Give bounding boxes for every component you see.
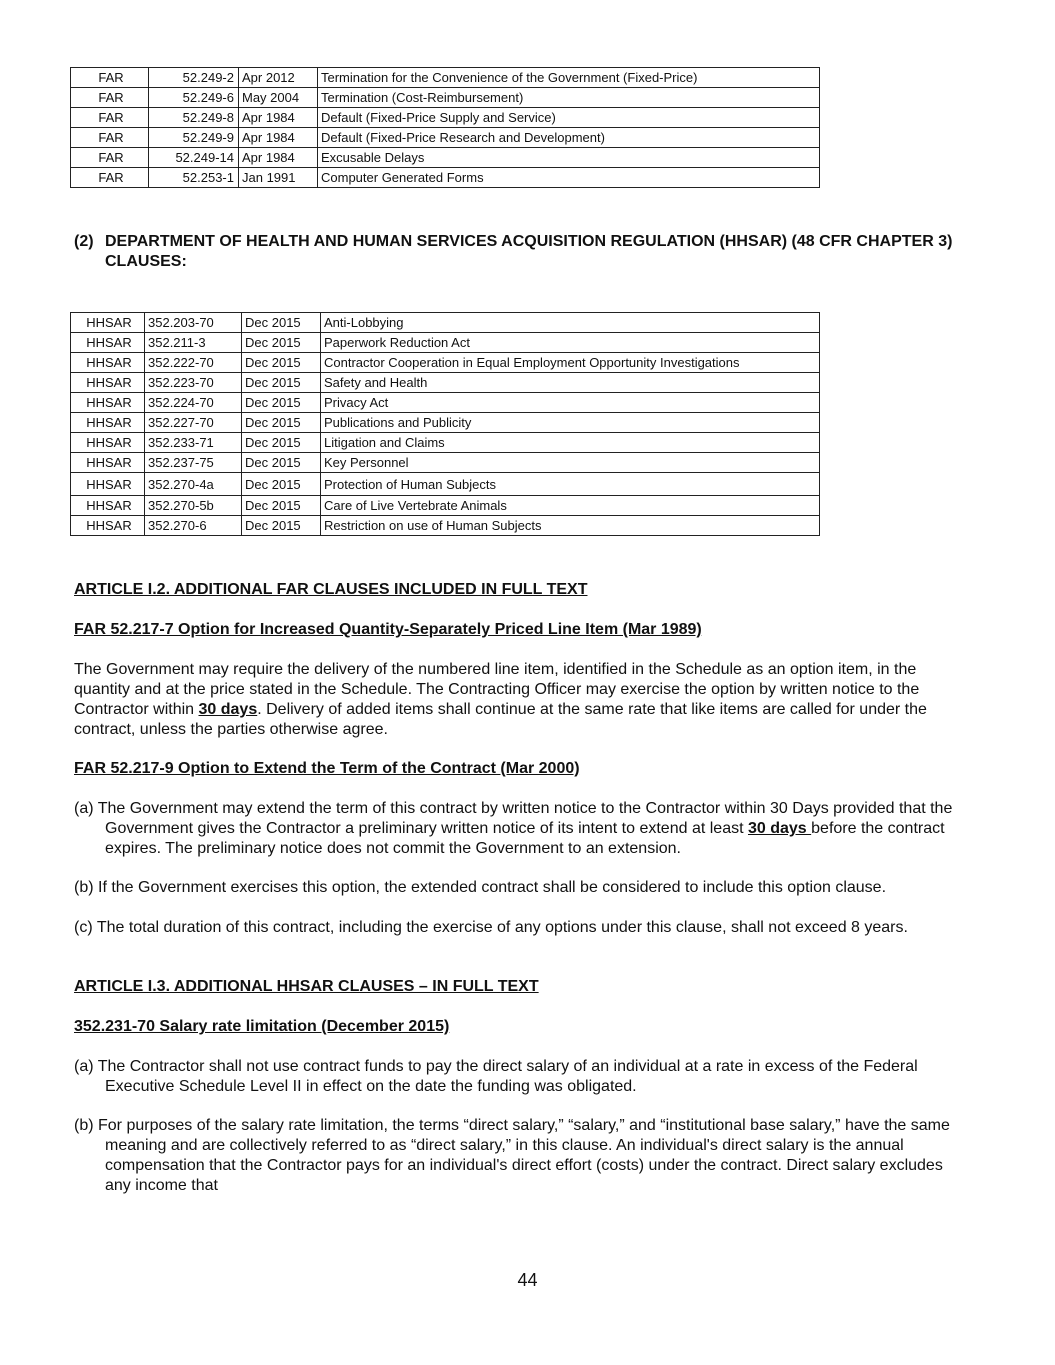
far-table-body [71,68,820,188]
regulation-cell: HHSAR [71,453,145,473]
hhsar-clauses-table [70,312,820,536]
date-cell: Dec 2015 [242,496,321,516]
date-cell: Dec 2015 [242,413,321,433]
clause-number-cell: 352.270-4a [145,473,242,496]
date-cell: Dec 2015 [242,453,321,473]
date-cell: Dec 2015 [242,313,321,333]
hhsar-352-231-70-heading: 352.231-70 Salary rate limitation (December 2015) [74,1018,450,1035]
table-row [71,496,820,516]
clause-title-cell: Contractor Cooperation in Equal Employment Opportunity Investigations [321,353,820,373]
regulation-cell: FAR [71,168,149,188]
clause-number-cell: 352.270-5b [145,496,242,516]
regulation-cell: HHSAR [71,353,145,373]
clause-emphasis: 30 days [198,701,258,718]
regulation-cell: HHSAR [71,496,145,516]
date-cell: Apr 1984 [239,128,318,148]
salary-limitation-item-a: (a) The Contractor shall not use contract funds to pay the direct salary of an individual at a rate in excess of the Federal Executive Schedule Level II in effect on the date the funding was obligated. [74,1058,918,1095]
item-a-emphasis: 30 days [747,820,812,837]
clause-title-cell: Privacy Act [321,393,820,413]
clause-title-cell: Restriction on use of Human Subjects [321,516,820,536]
regulation-cell: HHSAR [71,433,145,453]
clause-title-cell: Protection of Human Subjects [321,473,820,496]
far-52-217-7-heading: FAR 52.217-7 Option for Increased Quantity-Separately Priced Line Item (Mar 1989) [74,621,702,638]
date-cell: Dec 2015 [242,433,321,453]
table-row [71,313,820,333]
regulation-cell: FAR [71,128,149,148]
clause-number-cell: 52.249-9 [149,128,239,148]
clause-title-cell: Excusable Delays [318,148,820,168]
regulation-cell: FAR [71,108,149,128]
clause-number-cell: 352.211-3 [145,333,242,353]
clause-number-cell: 352.237-75 [145,453,242,473]
table-row [71,393,820,413]
table-row [71,148,820,168]
hhsar-table-body [71,313,820,536]
page-number: 44 [517,1270,538,1290]
date-cell: Apr 1984 [239,108,318,128]
clause-title-cell: Care of Live Vertebrate Animals [321,496,820,516]
clause-number-cell: 52.249-14 [149,148,239,168]
regulation-cell: HHSAR [71,516,145,536]
section-title: DEPARTMENT OF HEALTH AND HUMAN SERVICES ACQUISITION REGULATION (HHSAR) (48 CFR CHAPTER 3) CLAUSES: [105,233,953,270]
regulation-cell: HHSAR [71,393,145,413]
clause-number-cell: 352.227-70 [145,413,242,433]
clause-number-cell: 352.270-6 [145,516,242,536]
clause-title-cell: Termination for the Convenience of the Government (Fixed-Price) [318,68,820,88]
clause-title-cell: Default (Fixed-Price Research and Development) [318,128,820,148]
section-number: (2) [74,233,94,250]
far-52-217-7-text [74,660,969,740]
regulation-cell: HHSAR [71,413,145,433]
clause-number-cell: 352.203-70 [145,313,242,333]
far-52-217-9-item-c: (c) The total duration of this contract, including the exercise of any options under this clause, shall not exceed 8 years. [74,919,908,936]
date-cell: Dec 2015 [242,353,321,373]
table-row [71,373,820,393]
regulation-cell: FAR [71,68,149,88]
table-row [71,433,820,453]
regulation-cell: FAR [71,148,149,168]
article-i3-heading: ARTICLE I.3. ADDITIONAL HHSAR CLAUSES – IN FULL TEXT [74,978,539,995]
clause-number-cell: 52.249-6 [149,88,239,108]
clause-title-cell: Litigation and Claims [321,433,820,453]
date-cell: Dec 2015 [242,473,321,496]
salary-limitation-item-b: (b) For purposes of the salary rate limitation, the terms “direct salary,” “salary,” and “institutional base salary,” have the same meaning and are collectively referred to as “direct salary,” in this clause. An individual's direct salary is the annual compensation that the Contractor pays for an individual's direct effort (costs) under the contract. Direct salary excludes any income that [74,1117,950,1194]
clause-text-before: The Government may require the delivery of the numbered line item, identified in the Schedule as an option item, in the quantity and at the price stated in the Schedule. The Contracting Officer may exercise the option by written notice to the Contractor within [74,661,920,718]
clause-number-cell: 52.249-8 [149,108,239,128]
article-i2-heading: ARTICLE I.2. ADDITIONAL FAR CLAUSES INCLUDED IN FULL TEXT [74,581,588,598]
far-52-217-9-item-b: (b) If the Government exercises this option, the extended contract shall be considered to include this option clause. [74,879,887,896]
clause-number-cell: 352.223-70 [145,373,242,393]
clause-title-cell: Paperwork Reduction Act [321,333,820,353]
date-cell: Apr 2012 [239,68,318,88]
clause-text-after: . Delivery of added items shall continue at the same rate that like items are called for under the contract, unless the parties otherwise agree. [74,701,927,738]
clause-number-cell: 52.253-1 [149,168,239,188]
regulation-cell: HHSAR [71,313,145,333]
table-row [71,413,820,433]
date-cell: Jan 1991 [239,168,318,188]
table-row [71,68,820,88]
table-row [71,108,820,128]
clause-title-cell: Anti-Lobbying [321,313,820,333]
table-row [71,168,820,188]
regulation-cell: HHSAR [71,333,145,353]
date-cell: Dec 2015 [242,516,321,536]
date-cell: Dec 2015 [242,373,321,393]
clause-title-cell: Computer Generated Forms [318,168,820,188]
regulation-cell: HHSAR [71,473,145,496]
far-52-217-9-heading: FAR 52.217-9 Option to Extend the Term of the Contract (Mar 2000) [74,760,580,777]
table-row [71,473,820,496]
clause-number-cell: 352.233-71 [145,433,242,453]
item-a-text-after: before the contract expires. The preliminary notice does not commit the Government to an extension. [105,820,945,857]
table-row [71,128,820,148]
table-row [71,453,820,473]
date-cell: Dec 2015 [242,333,321,353]
date-cell: Dec 2015 [242,393,321,413]
regulation-cell: FAR [71,88,149,108]
date-cell: May 2004 [239,88,318,108]
regulation-cell: HHSAR [71,373,145,393]
clause-title-cell: Publications and Publicity [321,413,820,433]
clause-number-cell: 352.222-70 [145,353,242,373]
date-cell: Apr 1984 [239,148,318,168]
item-a-text-before: (a) The Government may extend the term of this contract by written notice to the Contractor within 30 Days provided that the Government gives the Contractor a preliminary written notice of its intent to extend at least [74,800,953,837]
clause-number-cell: 352.224-70 [145,393,242,413]
table-row [71,88,820,108]
table-row [71,333,820,353]
hhsar-section-heading [74,232,954,272]
clause-title-cell: Key Personnel [321,453,820,473]
far-clauses-table [70,67,820,188]
far-52-217-9-item-a [74,799,969,859]
table-row [71,516,820,536]
clause-number-cell: 52.249-2 [149,68,239,88]
clause-title-cell: Termination (Cost-Reimbursement) [318,88,820,108]
clause-title-cell: Default (Fixed-Price Supply and Service) [318,108,820,128]
clause-title-cell: Safety and Health [321,373,820,393]
table-row [71,353,820,373]
